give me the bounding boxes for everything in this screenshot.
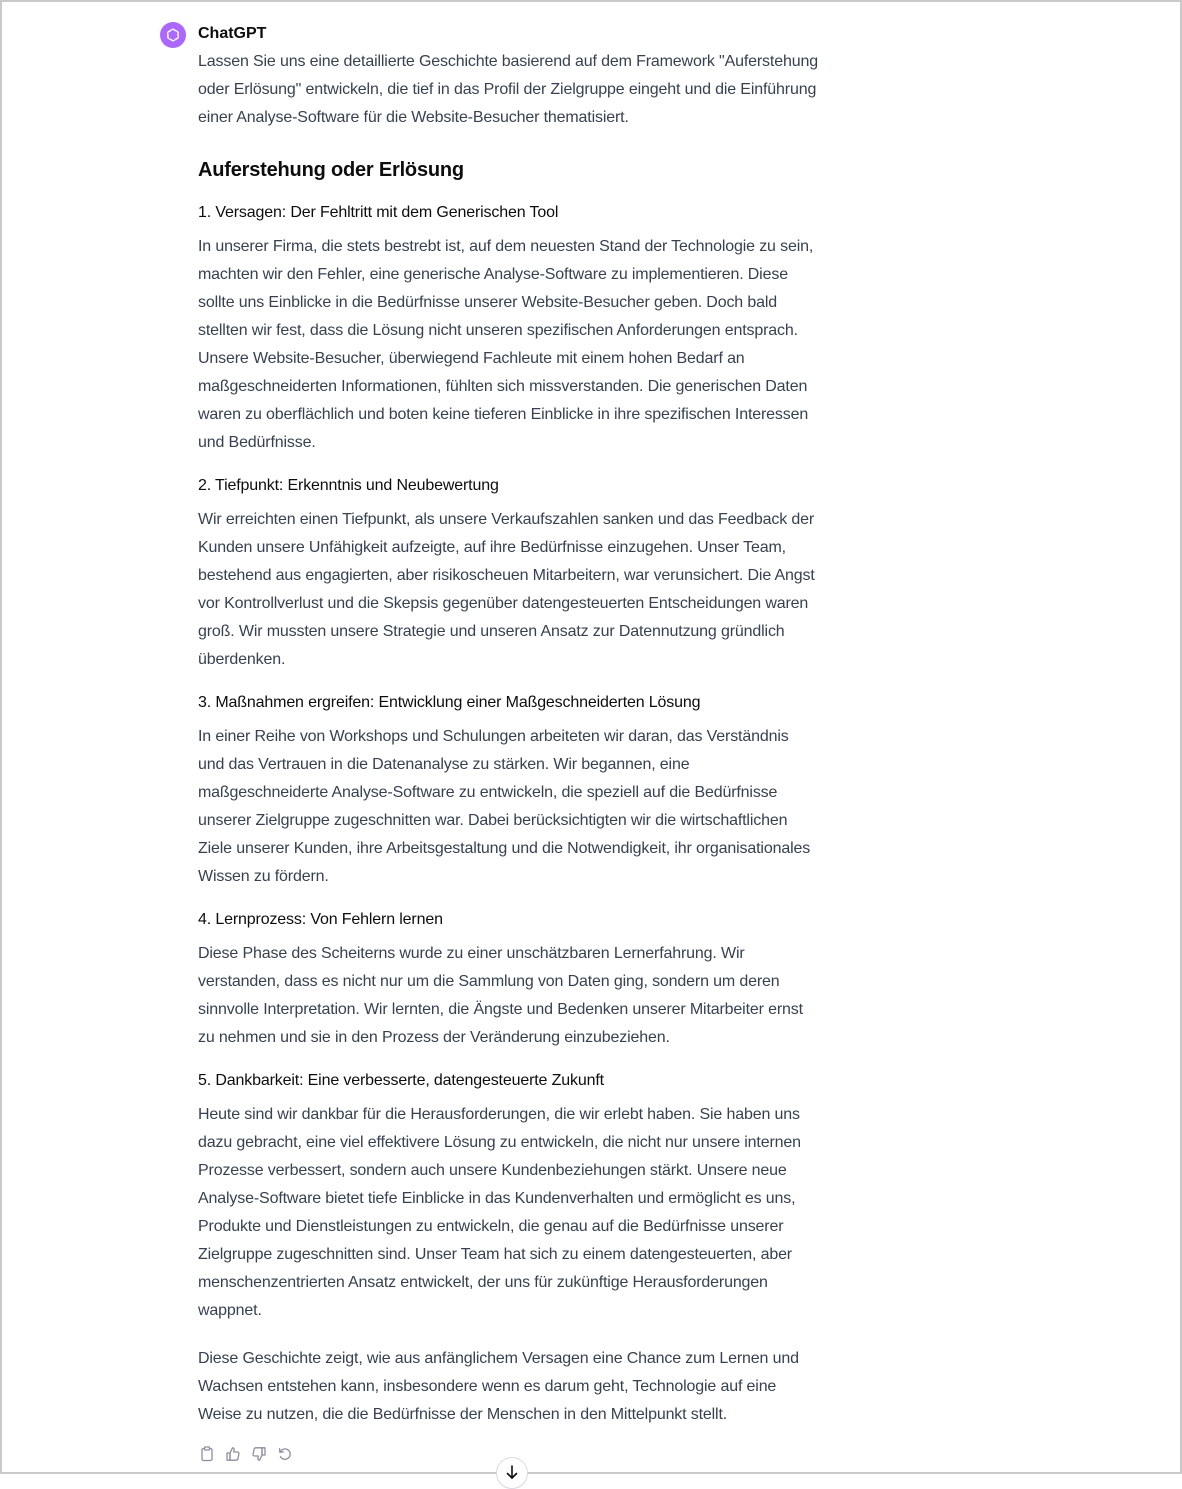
clipboard-icon: [199, 1446, 215, 1462]
message-actions: [198, 1443, 294, 1465]
copy-button[interactable]: [198, 1443, 216, 1465]
openai-logo-icon: [164, 26, 182, 44]
section-title: 5. Dankbarkeit: Eine verbesserte, datengesteuerte Zukunft: [198, 1072, 604, 1089]
section: [198, 472, 818, 674]
intro-paragraph: Lassen Sie uns eine detaillierte Geschichte basierend auf dem Framework "Auferstehung oder Erlösung" entwickeln, die tief in das Profil der Zielgruppe eingeht und die Einführung einer Analyse-Software für die Website-Besucher thematisiert.: [198, 53, 818, 126]
regenerate-button[interactable]: [276, 1443, 294, 1465]
thumbs-up-icon: [225, 1446, 241, 1462]
section-title: 4. Lernprozess: Von Fehlern lernen: [198, 911, 443, 928]
section-body: In unserer Firma, die stets bestrebt ist, auf dem neuesten Stand der Technologie zu sein, machten wir den Fehler, eine generische Analyse-Software zu implementieren. Diese sollte uns Einblicke in die Bedürfnisse unserer Website-Besucher geben. Doch bald stellten wir fest, dass die Lösung nicht unseren spezifischen Anforderungen entsprach. Unsere Website-Besucher, überwiegend Fachleute mit einem hohen Bedarf an maßgeschneiderten Informationen, fühlten sich missverstanden. Die generischen Daten waren zu oberflächlich und boten keine tieferen Einblicke in ihre spezifischen Interessen und Bedürfnisse.: [198, 238, 814, 451]
conclusion-paragraph: Diese Geschichte zeigt, wie aus anfänglichem Versagen eine Chance zum Lernen und Wachsen entstehen kann, insbesondere wenn es darum geht, Technologie auf eine Weise zu nutzen, die die Bedürfnisse der Menschen in den Mittelpunkt stellt.: [198, 1350, 799, 1423]
message-author: ChatGPT: [198, 25, 267, 42]
section: [198, 1067, 818, 1325]
thumbs-down-icon: [251, 1446, 267, 1462]
scroll-down-button[interactable]: [496, 1457, 528, 1489]
section-body: Heute sind wir dankbar für die Herausforderungen, die wir erlebt haben. Sie haben uns dazu gebracht, eine viel effektivere Lösung zu entwickeln, die nicht nur unsere internen Prozesse verbessert, sondern auch unsere Kundenbeziehungen stärkt. Unsere neue Analyse-Software bietet tiefe Einblicke in das Kundenverhalten und ermöglicht es uns, Produkte und Dienstleistungen zu entwickeln, die genau auf die Bedürfnisse unserer Zielgruppe zugeschnitten sind. Unser Team hat sich zu einem datengesteuerten, aber menschenzentrierten Ansatz entwickelt, der uns für zukünftige Herausforderungen wappnet.: [198, 1106, 801, 1319]
arrow-down-icon: [504, 1464, 520, 1480]
section-title: 2. Tiefpunkt: Erkenntnis und Neubewertung: [198, 477, 499, 494]
section-body: Wir erreichten einen Tiefpunkt, als unsere Verkaufszahlen sanken und das Feedback der Kunden unsere Unfähigkeit aufzeigte, auf ihre Bedürfnisse einzugehen. Unser Team, bestehend aus engagierten, aber risikoscheuen Mitarbeitern, war verunsichert. Die Angst vor Kontrollverlust und die Skepsis gegenüber datengesteuerten Entscheidungen waren groß. Wir mussten unsere Strategie und unseren Ansatz zur Datennutzung gründlich überdenken.: [198, 511, 815, 668]
like-button[interactable]: [224, 1443, 242, 1465]
section: [198, 906, 818, 1052]
avatar: [160, 22, 186, 48]
section: [198, 199, 818, 457]
regenerate-icon: [277, 1446, 293, 1462]
section-title: 3. Maßnahmen ergreifen: Entwicklung einer Maßgeschneiderten Lösung: [198, 694, 701, 711]
story-heading: Auferstehung oder Erlösung: [198, 159, 464, 181]
section-title: 1. Versagen: Der Fehltritt mit dem Generischen Tool: [198, 204, 559, 221]
dislike-button[interactable]: [250, 1443, 268, 1465]
section-body: In einer Reihe von Workshops und Schulungen arbeiteten wir daran, das Verständnis und das Vertrauen in die Datenanalyse zu stärken. Wir begannen, eine maßgeschneiderte Analyse-Software zu entwickeln, die speziell auf die Bedürfnisse unserer Zielgruppe zugeschnitten war. Dabei berücksichtigten wir die wirtschaftlichen Ziele unserer Kunden, ihre Arbeitsgestaltung und die Notwendigkeit, ihr organisationales Wissen zu fördern.: [198, 728, 811, 885]
section-body: Diese Phase des Scheiterns wurde zu einer unschätzbaren Lernerfahrung. Wir verstanden, dass es nicht nur um die Sammlung von Daten ging, sondern um deren sinnvolle Interpretation. Wir lernten, die Ängste und Bedenken unserer Mitarbeiter ernst zu nehmen und sie in den Prozess der Veränderung einzubeziehen.: [198, 945, 803, 1046]
message-content: [198, 22, 818, 1429]
section: [198, 689, 818, 891]
